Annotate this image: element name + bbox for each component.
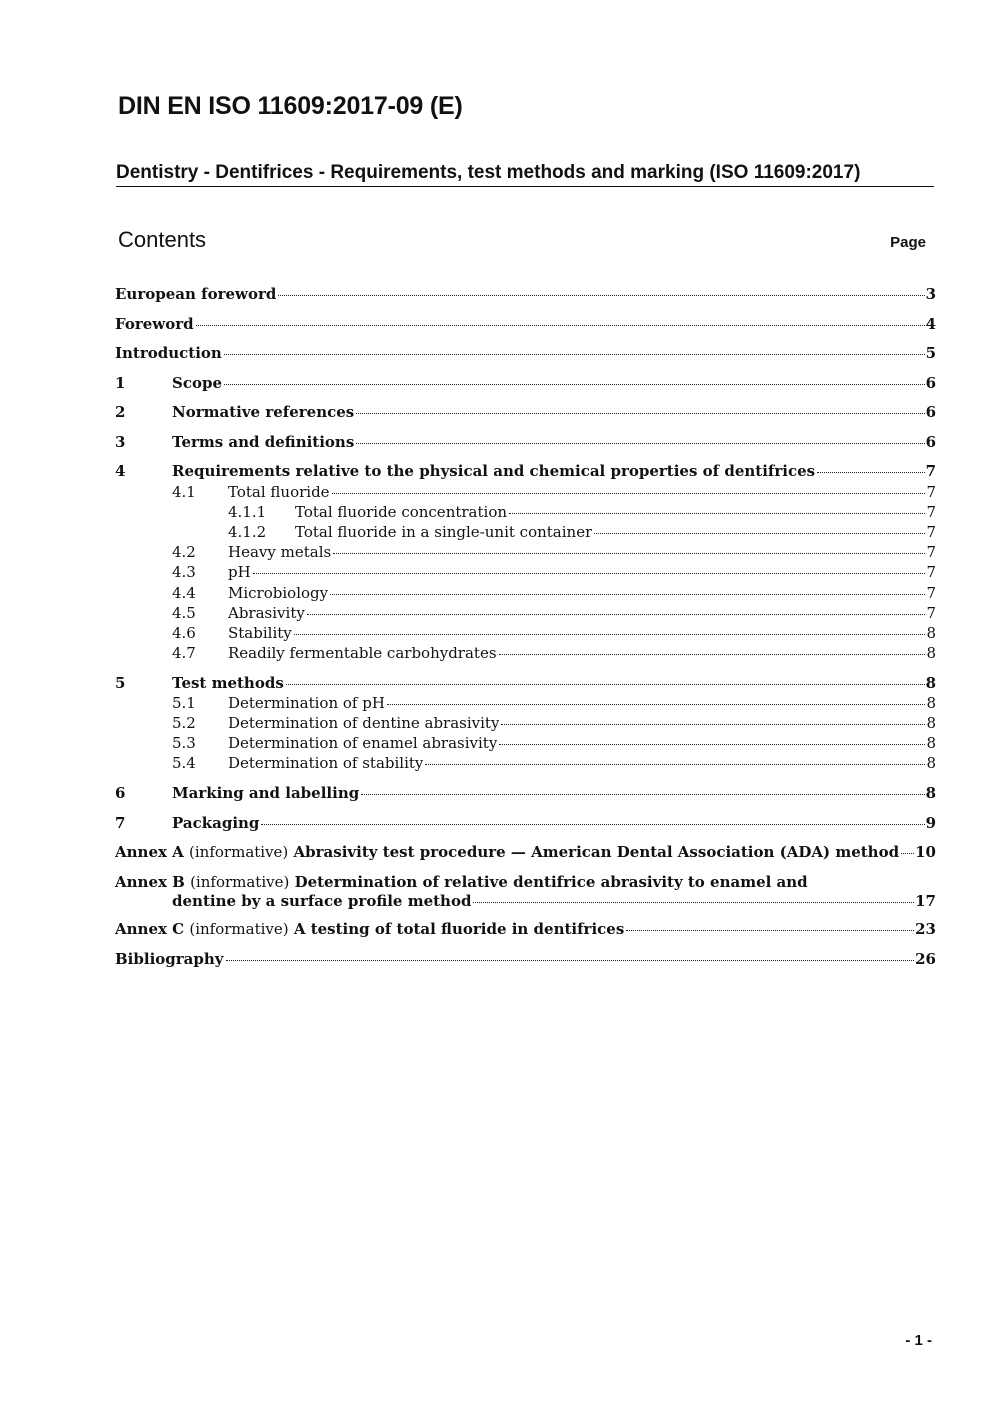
annex-title-line-2: dentine by a surface profile method — [172, 891, 472, 910]
annex-type: (informative) — [189, 920, 289, 939]
dot-leader — [294, 634, 926, 635]
toc-entry-dentine-abrasivity[interactable] — [115, 713, 936, 733]
toc-title: Total fluoride concentration — [295, 502, 508, 521]
dot-leader — [261, 824, 924, 825]
toc-title: Determination of enamel abrasivity — [228, 734, 498, 753]
dot-leader — [224, 384, 925, 385]
dot-leader — [224, 354, 925, 355]
toc-title — [115, 842, 899, 862]
toc-entry-determination-ph[interactable] — [115, 693, 936, 713]
dot-leader — [594, 533, 925, 534]
dot-leader — [330, 594, 925, 595]
toc-number: 4.2 — [172, 543, 196, 562]
toc-page: 8 — [926, 754, 936, 773]
toc-page: 23 — [915, 920, 936, 939]
toc-number: 5.1 — [172, 693, 196, 712]
contents-heading: Contents — [118, 227, 207, 252]
toc-title: Marking and labelling — [172, 784, 360, 803]
toc-title: Total fluoride in a single-unit container — [295, 523, 593, 542]
toc-entry-ph[interactable] — [115, 562, 936, 582]
toc-page: 7 — [926, 523, 936, 542]
document-subtitle: Dentistry - Dentifrices - Requirements, test methods and marking (ISO 11609:2017) — [116, 162, 934, 187]
toc-number: 4.5 — [172, 603, 196, 622]
toc-title: Terms and definitions — [172, 432, 355, 451]
toc-title — [115, 919, 624, 939]
toc-entry-abrasivity[interactable] — [115, 603, 936, 623]
toc-entry-annex-c[interactable] — [115, 919, 936, 939]
document-id: DIN EN ISO 11609:2017-09 (E) — [118, 92, 463, 120]
toc-entry-requirements[interactable] — [115, 461, 936, 481]
toc-number: 2 — [115, 403, 126, 422]
toc-title: Packaging — [172, 813, 260, 832]
dot-leader — [499, 654, 926, 655]
page-column-label: Page — [890, 234, 926, 251]
page-number: - 1 - — [905, 1332, 932, 1349]
toc-page: 8 — [926, 693, 936, 712]
annex-type: (informative) — [189, 843, 289, 862]
toc-title: Determination of stability — [228, 754, 424, 773]
toc-number: 5.2 — [172, 714, 196, 733]
toc-page: 7 — [926, 563, 936, 582]
toc-title: Heavy metals — [228, 543, 332, 562]
toc-entry-bibliography[interactable] — [115, 949, 936, 969]
toc-entry-total-fluoride-concentration[interactable] — [115, 502, 936, 522]
toc-number: 1 — [115, 373, 126, 392]
toc-page: 3 — [925, 285, 936, 303]
dot-leader — [499, 744, 925, 745]
toc-number: 4.4 — [172, 583, 196, 602]
dot-leader — [286, 684, 925, 685]
toc-number: 6 — [115, 784, 126, 803]
toc-entry-annex-b[interactable] — [115, 872, 936, 910]
toc-entry-determination-stability[interactable] — [115, 753, 936, 773]
dot-leader — [333, 553, 925, 554]
toc-page: 4 — [925, 314, 936, 333]
toc-entry-fermentable-carbohydrates[interactable] — [115, 643, 936, 663]
toc-page: 8 — [925, 673, 936, 692]
annex-title: Abrasivity test procedure — American Dental Association (ADA) method — [293, 843, 900, 862]
toc-title: Test methods — [172, 673, 284, 692]
toc-page: 7 — [926, 603, 936, 622]
dot-leader — [387, 704, 926, 705]
toc-entry-normative-references[interactable] — [115, 402, 936, 422]
dot-leader — [361, 794, 924, 795]
toc-page: 7 — [926, 482, 936, 501]
annex-type: (informative) — [190, 872, 290, 891]
dot-leader — [278, 295, 924, 296]
toc-number: 5 — [115, 673, 126, 692]
toc-page: 5 — [925, 344, 936, 363]
toc-page: 10 — [915, 843, 936, 862]
toc-number: 3 — [115, 432, 126, 451]
toc-entry-scope[interactable] — [115, 373, 936, 393]
toc-title: Requirements relative to the physical and chemical properties of dentifrices — [172, 462, 816, 481]
toc-title: European foreword — [115, 285, 277, 303]
toc-entry-test-methods[interactable] — [115, 673, 936, 693]
dot-leader — [196, 325, 925, 326]
toc-entry-heavy-metals[interactable] — [115, 542, 936, 562]
toc-title: Total fluoride — [228, 482, 330, 501]
toc-title: Foreword — [115, 314, 194, 333]
toc-title: Normative references — [172, 403, 355, 422]
toc-number: 4.1.2 — [228, 523, 267, 542]
toc-page: 7 — [926, 502, 936, 521]
toc-page: 8 — [926, 714, 936, 733]
toc-entry-total-fluoride[interactable] — [115, 482, 936, 502]
toc-title: pH — [228, 563, 251, 582]
toc-entry-stability[interactable] — [115, 623, 936, 643]
annex-title-line-1: Determination of relative dentifrice abrasivity to enamel and — [294, 872, 808, 891]
toc-number: 4.1.1 — [228, 502, 267, 521]
dot-leader — [501, 724, 925, 725]
toc-entry-enamel-abrasivity[interactable] — [115, 733, 936, 753]
toc-entry-total-fluoride-single-unit[interactable] — [115, 522, 936, 542]
dot-leader — [473, 902, 914, 903]
toc-entry-packaging[interactable] — [115, 813, 936, 833]
toc-number: 4.7 — [172, 644, 196, 663]
toc-entry-microbiology[interactable] — [115, 583, 936, 603]
toc-page: 7 — [926, 583, 936, 602]
toc-page: 8 — [925, 784, 936, 803]
toc-number: 4.1 — [172, 482, 196, 501]
toc-page: 17 — [915, 891, 936, 910]
toc-title: Microbiology — [228, 583, 329, 602]
toc-entry-foreword[interactable] — [115, 314, 936, 334]
toc-page: 8 — [926, 623, 936, 642]
toc-number: 7 — [115, 813, 126, 832]
toc-page: 7 — [926, 543, 936, 562]
annex-label: Annex B — [115, 872, 185, 891]
toc-entry-annex-a[interactable] — [115, 842, 936, 862]
toc-title: Determination of pH — [228, 693, 385, 712]
toc-page: 7 — [925, 462, 936, 481]
dot-leader — [901, 853, 914, 854]
dot-leader — [253, 573, 926, 574]
dot-leader — [425, 764, 925, 765]
annex-title: A testing of total fluoride in dentifrices — [293, 920, 625, 939]
dot-leader — [356, 443, 924, 444]
toc-number: 4.3 — [172, 563, 196, 582]
dot-leader — [817, 472, 924, 473]
toc-title: Abrasivity — [228, 603, 305, 622]
dot-leader — [307, 614, 926, 615]
toc-page: 26 — [915, 949, 936, 968]
toc-title: Readily fermentable carbohydrates — [228, 644, 497, 663]
toc-page: 6 — [925, 403, 936, 422]
dot-leader — [626, 930, 914, 931]
toc-title: Determination of dentine abrasivity — [228, 714, 500, 733]
dot-leader — [509, 513, 925, 514]
toc-page: 8 — [926, 644, 936, 663]
toc-page: 9 — [925, 813, 936, 832]
toc-entry-terms-definitions[interactable] — [115, 432, 936, 452]
toc-entry-introduction[interactable] — [115, 343, 936, 363]
toc-number: 4.6 — [172, 623, 196, 642]
toc-title: Introduction — [115, 344, 222, 363]
toc-page: 6 — [925, 432, 936, 451]
toc-title: Bibliography — [115, 949, 224, 968]
annex-label: Annex A — [115, 843, 184, 862]
toc-number: 5.4 — [172, 754, 196, 773]
toc-entry-marking-labelling[interactable] — [115, 783, 936, 803]
toc-page: 6 — [925, 373, 936, 392]
annex-label: Annex C — [115, 920, 185, 939]
toc-page: 8 — [926, 734, 936, 753]
dot-leader — [226, 960, 915, 961]
toc-title: Stability — [228, 623, 292, 642]
table-of-contents — [115, 284, 936, 969]
toc-number: 5.3 — [172, 734, 196, 753]
toc-number: 4 — [115, 462, 126, 481]
toc-title: Scope — [172, 373, 223, 392]
toc-entry-european-foreword[interactable] — [115, 284, 936, 304]
dot-leader — [332, 493, 926, 494]
dot-leader — [356, 413, 924, 414]
